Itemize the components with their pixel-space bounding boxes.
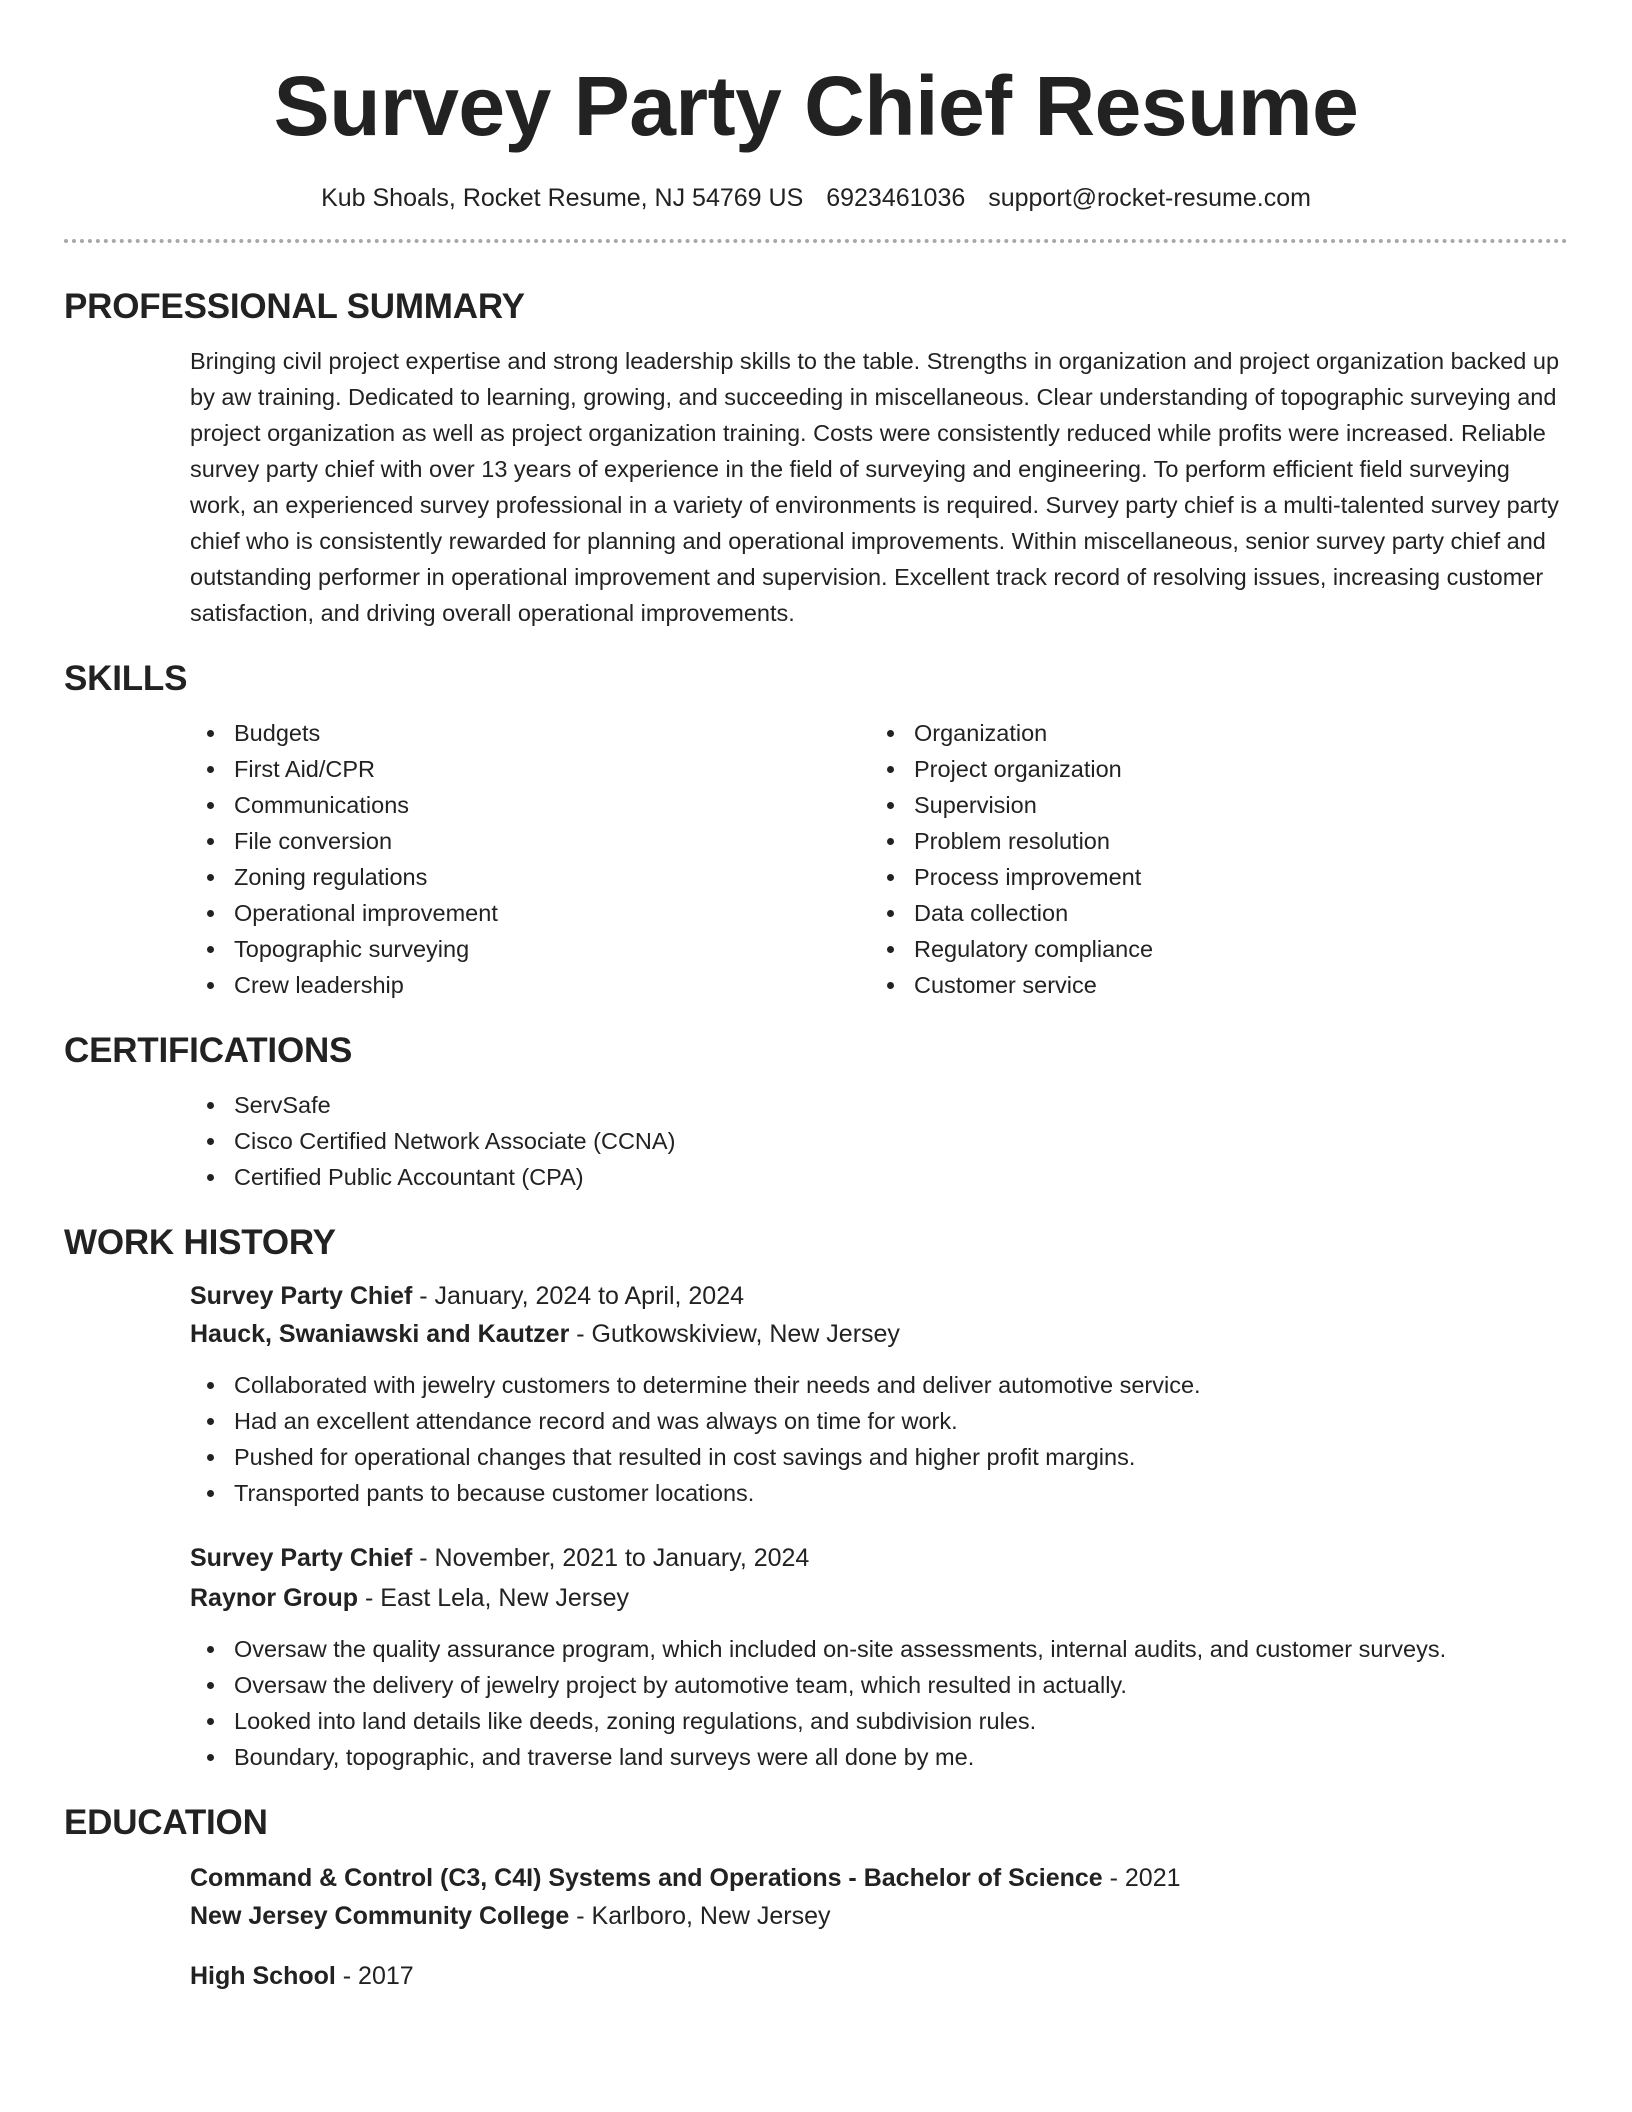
certifications-body xyxy=(64,1087,1568,1195)
skills-grid xyxy=(64,715,1568,1003)
skill-item: Topographic surveying xyxy=(190,931,870,967)
summary-text xyxy=(64,343,1568,631)
job-bullet: Had an excellent attendance record and was always on time for work. xyxy=(190,1403,1568,1439)
education-entry xyxy=(190,1859,1568,1935)
contact-email: support@rocket-resume.com xyxy=(988,184,1311,212)
skill-item: Organization xyxy=(870,715,1550,751)
summary-heading: PROFESSIONAL SUMMARY xyxy=(64,287,525,326)
resume-title: Survey Party Chief Resume xyxy=(273,59,1359,153)
education-heading: EDUCATION xyxy=(64,1803,268,1842)
certification-item: Certified Public Accountant (CPA) xyxy=(190,1159,1568,1195)
contact-address: Kub Shoals, Rocket Resume, NJ 54769 US xyxy=(321,184,804,212)
job-company-line xyxy=(190,1579,1568,1617)
skill-item: Problem resolution xyxy=(870,823,1550,859)
contact-phone: 6923461036 xyxy=(826,184,966,212)
job-bullets xyxy=(190,1367,1568,1511)
skill-item: Regulatory compliance xyxy=(870,931,1550,967)
work-history-body xyxy=(64,1277,1568,1775)
skill-item: Customer service xyxy=(870,967,1550,1003)
skill-item: Crew leadership xyxy=(190,967,870,1003)
job-bullet: Transported pants to because customer locations. xyxy=(190,1475,1568,1511)
education-year: - 2017 xyxy=(335,1962,414,1990)
skill-item: Process improvement xyxy=(870,859,1550,895)
job-company: Hauck, Swaniawski and Kautzer xyxy=(190,1320,570,1348)
certifications-heading: CERTIFICATIONS xyxy=(64,1031,353,1070)
education-degree: Command & Control (C3, C4I) Systems and Operations - Bachelor of Science xyxy=(190,1864,1103,1892)
job-bullets xyxy=(190,1631,1568,1775)
skill-item: Zoning regulations xyxy=(190,859,870,895)
job-bullet: Boundary, topographic, and traverse land surveys were all done by me. xyxy=(190,1739,1568,1775)
job-bullet: Pushed for operational changes that resulted in cost savings and higher profit margins. xyxy=(190,1439,1568,1475)
summary-paragraph: Bringing civil project expertise and strong leadership skills to the table. Strengths in organization and project organization backed up by aw training. Dedicated to learning, growing, and succeeding in miscellaneous. Clear understanding of topographic surveying and project organization as well as project organization training. Costs were consistently reduced while profits were increased. Reliable survey party chief with over 13 years of experience in the field of surveying and engineering. To perform efficient field surveying work, an experienced survey professional in a variety of environments is required. Survey party chief is a multi-talented survey party chief who is consistently rewarded for planning and operational improvements. Within miscellaneous, senior survey party chief and outstanding performer in operational improvement and supervision. Excellent track record of resolving issues, increasing customer satisfaction, and driving overall operational improvements. xyxy=(190,348,1560,626)
job-title-line xyxy=(190,1277,1568,1315)
education-entry xyxy=(190,1957,1568,1995)
skill-item: Data collection xyxy=(870,895,1550,931)
job-location: - East Lela, New Jersey xyxy=(358,1584,630,1612)
education-degree: High School xyxy=(190,1962,336,1990)
skill-item: Communications xyxy=(190,787,870,823)
job-role: Survey Party Chief xyxy=(190,1544,413,1572)
education-school-line xyxy=(190,1897,1568,1935)
certification-item: Cisco Certified Network Associate (CCNA) xyxy=(190,1123,1568,1159)
job-title-line xyxy=(190,1539,1568,1577)
job-bullet: Looked into land details like deeds, zoning regulations, and subdivision rules. xyxy=(190,1703,1568,1739)
skills-list-left xyxy=(190,715,870,1003)
job-role: Survey Party Chief xyxy=(190,1282,413,1310)
job-dates: - January, 2024 to April, 2024 xyxy=(412,1282,745,1310)
skill-item: Operational improvement xyxy=(190,895,870,931)
job-entry xyxy=(190,1277,1568,1511)
skills-heading: SKILLS xyxy=(64,659,188,698)
job-location: - Gutkowskiview, New Jersey xyxy=(569,1320,900,1348)
education-school: New Jersey Community College xyxy=(190,1902,570,1930)
education-location: - Karlboro, New Jersey xyxy=(569,1902,831,1930)
job-company: Raynor Group xyxy=(190,1584,359,1612)
work-history-heading: WORK HISTORY xyxy=(64,1223,336,1262)
skills-list-right xyxy=(870,715,1550,1003)
skill-item: First Aid/CPR xyxy=(190,751,870,787)
certification-item: ServSafe xyxy=(190,1087,1568,1123)
skill-item: File conversion xyxy=(190,823,870,859)
education-year: - 2021 xyxy=(1102,1864,1181,1892)
certifications-list xyxy=(190,1087,1568,1195)
skill-item: Budgets xyxy=(190,715,870,751)
education-degree-line xyxy=(190,1859,1568,1897)
education-degree-line xyxy=(190,1957,1568,1995)
skill-item: Supervision xyxy=(870,787,1550,823)
skill-item: Project organization xyxy=(870,751,1550,787)
job-bullet: Oversaw the delivery of jewelry project by automotive team, which resulted in actually. xyxy=(190,1667,1568,1703)
job-entry xyxy=(190,1539,1568,1775)
contact-line xyxy=(64,182,1568,214)
job-company-line xyxy=(190,1315,1568,1353)
job-bullet: Oversaw the quality assurance program, which included on-site assessments, internal audits, and customer surveys. xyxy=(190,1631,1568,1667)
header-divider xyxy=(64,239,1568,243)
education-body xyxy=(64,1859,1568,1995)
job-bullet: Collaborated with jewelry customers to determine their needs and deliver automotive service. xyxy=(190,1367,1568,1403)
job-dates: - November, 2021 to January, 2024 xyxy=(412,1544,810,1572)
